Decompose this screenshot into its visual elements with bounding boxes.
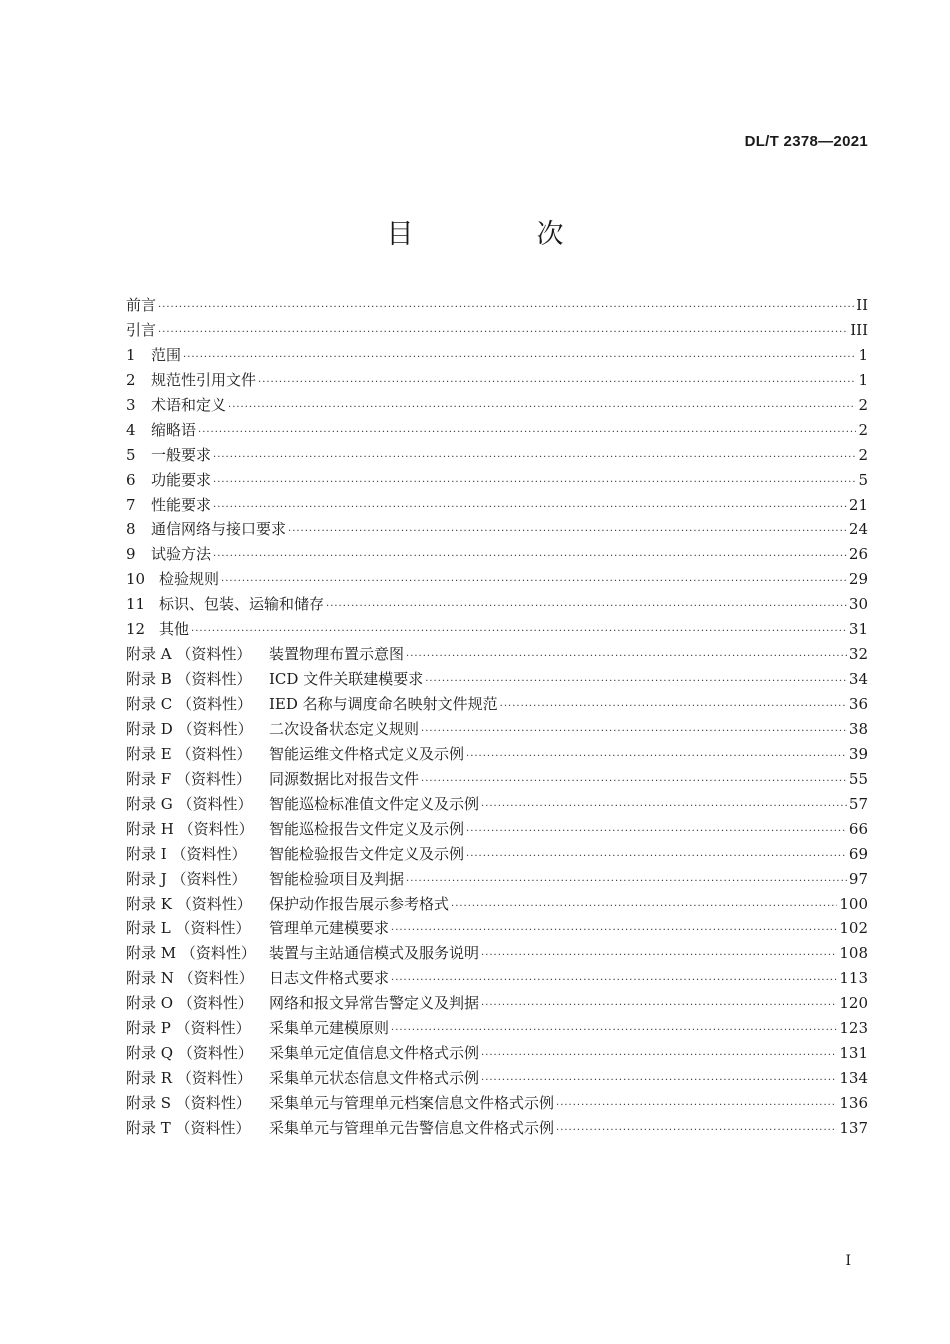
toc-entry[interactable] xyxy=(126,667,868,692)
toc-entry-number: 附录 T （资料性） xyxy=(126,1118,251,1137)
toc-dot-leader xyxy=(481,795,847,820)
toc-entry-number: 附录 M （资料性） xyxy=(126,944,256,963)
toc-dot-leader xyxy=(258,371,856,396)
toc-dot-leader xyxy=(466,745,847,770)
toc-entry-label: 前言 xyxy=(126,296,157,314)
toc-entry-label: 智能巡检报告文件定义及示例 xyxy=(269,819,465,838)
toc-entry-number: 附录 C （资料性） xyxy=(126,695,253,713)
toc-entry[interactable] xyxy=(126,493,868,518)
toc-entry[interactable] xyxy=(126,443,868,468)
toc-entry[interactable] xyxy=(126,692,868,717)
toc-entry-page: 97 xyxy=(848,869,868,888)
toc-entry-number: 附录 R （资料性） xyxy=(126,1069,252,1088)
toc-entry-label: 采集单元状态信息文件格式示例 xyxy=(269,1069,480,1088)
toc-entry-page: 66 xyxy=(848,819,868,838)
toc-dot-leader xyxy=(326,595,847,620)
toc-entry-label: 检验规则 xyxy=(159,570,220,589)
toc-entry-number: 附录 F （资料性） xyxy=(126,769,251,788)
toc-entry[interactable] xyxy=(126,293,868,318)
toc-entry-page: III xyxy=(850,320,868,339)
toc-dot-leader xyxy=(213,496,847,521)
toc-entry[interactable] xyxy=(126,517,868,542)
toc-dot-leader xyxy=(500,695,847,720)
toc-entry-number: 附录 B （资料性） xyxy=(126,670,252,689)
toc-entry-label: 二次设备状态定义规则 xyxy=(269,719,420,738)
toc-dot-leader xyxy=(406,870,847,895)
toc-entry-label: 管理单元建模要求 xyxy=(269,919,390,938)
toc-entry-number: 6 xyxy=(126,470,136,489)
toc-entry-label: 规范性引用文件 xyxy=(151,370,257,389)
toc-entry-number: 附录 O （资料性） xyxy=(126,994,253,1013)
toc-entry-number: 附录 Q （资料性） xyxy=(126,1044,253,1063)
toc-entry-label: ICD 文件关联建模要求 xyxy=(269,670,424,689)
toc-entry-label: 采集单元与管理单元告警信息文件格式示例 xyxy=(269,1118,555,1137)
toc-entry-label: 范围 xyxy=(151,345,182,364)
toc-entry-label: 智能巡检标准值文件定义及示例 xyxy=(269,794,480,813)
toc-entry-number: 8 xyxy=(126,520,136,539)
toc-entry[interactable] xyxy=(126,343,868,368)
toc-entry[interactable] xyxy=(126,742,868,767)
toc-entry-page: 26 xyxy=(848,545,868,564)
toc-dot-leader xyxy=(406,645,847,670)
toc-entry-number: 附录 I （资料性） xyxy=(126,844,247,863)
toc-entry-label: 采集单元建模原则 xyxy=(269,1019,390,1038)
toc-entry-page: 131 xyxy=(839,1044,868,1063)
toc-entry[interactable] xyxy=(126,792,868,817)
toc-dot-leader xyxy=(183,346,856,371)
toc-entry-number: 2 xyxy=(126,370,136,389)
toc-dot-leader xyxy=(481,944,837,969)
toc-entry-label: 试验方法 xyxy=(151,545,212,564)
page-number: I xyxy=(845,1253,851,1269)
toc-entry[interactable] xyxy=(126,991,868,1016)
toc-entry-number: 附录 J （资料性） xyxy=(126,869,247,888)
toc-entry-page: II xyxy=(856,296,868,314)
toc-entry[interactable] xyxy=(126,892,868,917)
toc-entry[interactable] xyxy=(126,817,868,842)
toc-entry-page: 36 xyxy=(848,695,868,713)
toc-entry-page: 69 xyxy=(848,844,868,863)
toc-entry-page: 102 xyxy=(839,919,868,938)
toc-entry-page: 1 xyxy=(858,345,868,364)
toc-entry-page: 2 xyxy=(858,445,868,464)
toc-dot-leader xyxy=(421,720,847,745)
toc-entry-label: 缩略语 xyxy=(151,420,197,439)
toc-dot-leader xyxy=(213,446,856,471)
toc-entry[interactable] xyxy=(126,368,868,393)
toc-dot-leader xyxy=(228,396,856,421)
toc-dot-leader xyxy=(481,1044,837,1069)
toc-entry-label: 其他 xyxy=(159,620,190,639)
toc-entry-number: 附录 N （资料性） xyxy=(126,969,254,988)
toc-entry-label: 术语和定义 xyxy=(151,395,227,414)
toc-entry-page: 108 xyxy=(839,944,868,963)
toc-entry[interactable] xyxy=(126,1116,868,1141)
toc-entry-label: 功能要求 xyxy=(151,470,212,489)
toc-entry[interactable] xyxy=(126,867,868,892)
toc-dot-leader xyxy=(213,545,847,570)
toc-entry-number: 7 xyxy=(126,495,136,514)
toc-entry-number: 附录 L （资料性） xyxy=(126,919,251,938)
toc-entry[interactable] xyxy=(126,916,868,941)
toc-dot-leader xyxy=(556,1119,837,1144)
toc-entry[interactable] xyxy=(126,318,868,343)
toc-entry[interactable] xyxy=(126,418,868,443)
toc-entry-number: 附录 P （资料性） xyxy=(126,1019,251,1038)
toc-entry[interactable] xyxy=(126,567,868,592)
toc-entry-label: 智能运维文件格式定义及示例 xyxy=(269,744,465,763)
toc-entry-number: 11 xyxy=(126,595,146,614)
toc-entry-page: 136 xyxy=(839,1094,868,1112)
toc-dot-leader xyxy=(288,520,847,545)
toc-entry-page: 31 xyxy=(848,620,868,639)
toc-dot-leader xyxy=(198,421,856,446)
toc-entry-number: 12 xyxy=(126,620,146,639)
toc-entry-page: 120 xyxy=(839,994,868,1013)
page-title: 目 次 xyxy=(386,219,612,250)
toc-entry-page: 39 xyxy=(848,744,868,763)
toc-entry-label: 同源数据比对报告文件 xyxy=(269,769,420,788)
toc-entry[interactable] xyxy=(126,1091,868,1116)
toc-dot-leader xyxy=(466,820,847,845)
toc-entry[interactable] xyxy=(126,592,868,617)
toc-entry[interactable] xyxy=(126,1066,868,1091)
toc-dot-leader xyxy=(421,770,847,795)
toc-entry[interactable] xyxy=(126,393,868,418)
toc-entry-number: 附录 K （资料性） xyxy=(126,894,252,913)
toc-entry-page: 123 xyxy=(839,1019,868,1038)
toc-entry-page: 30 xyxy=(848,595,868,614)
toc-entry-label: IED 名称与调度命名映射文件规范 xyxy=(269,695,498,713)
toc-entry-number: 3 xyxy=(126,395,136,414)
toc-entry-page: 137 xyxy=(839,1118,868,1137)
toc-dot-leader xyxy=(213,471,856,496)
toc-entry-page: 38 xyxy=(848,719,868,738)
toc-entry-label: 智能检验项目及判据 xyxy=(269,869,405,888)
toc-entry[interactable] xyxy=(126,966,868,991)
toc-entry[interactable] xyxy=(126,468,868,493)
toc-entry[interactable] xyxy=(126,642,868,667)
toc-entry-number: 5 xyxy=(126,445,136,464)
toc-entry-page: 134 xyxy=(839,1069,868,1088)
toc-dot-leader xyxy=(466,845,847,870)
toc-entry-label: 智能检验报告文件定义及示例 xyxy=(269,844,465,863)
toc-entry-page: 2 xyxy=(858,420,868,439)
toc-entry-number: 4 xyxy=(126,420,136,439)
toc-entry[interactable] xyxy=(126,941,868,966)
standard-code: DL/T 2378—2021 xyxy=(744,133,868,150)
toc-entry-label: 装置物理布置示意图 xyxy=(269,645,405,664)
toc-dot-leader xyxy=(451,895,837,920)
toc-entry-number: 附录 A （资料性） xyxy=(126,645,252,664)
toc-entry-page: 113 xyxy=(839,969,868,988)
toc-entry-page: 100 xyxy=(839,894,868,913)
toc-entry-page: 32 xyxy=(848,645,868,664)
toc-entry-label: 保护动作报告展示参考格式 xyxy=(269,894,450,913)
toc-entry-page: 24 xyxy=(848,520,868,539)
toc-entry-page: 21 xyxy=(848,495,868,514)
toc-entry[interactable] xyxy=(126,617,868,642)
toc-entry-number: 附录 D （资料性） xyxy=(126,719,253,738)
toc-entry[interactable] xyxy=(126,767,868,792)
toc-entry-number: 1 xyxy=(126,345,136,364)
toc-entry[interactable] xyxy=(126,542,868,567)
toc-entry[interactable] xyxy=(126,1041,868,1066)
toc-entry-page: 1 xyxy=(858,370,868,389)
toc-entry[interactable] xyxy=(126,1016,868,1041)
toc-entry-number: 附录 E （资料性） xyxy=(126,744,252,763)
toc-dot-leader xyxy=(158,321,848,346)
toc-entry-label: 标识、包装、运输和储存 xyxy=(159,595,325,614)
toc-entry-label: 网络和报文异常告警定义及判据 xyxy=(269,994,480,1013)
toc-entry-page: 57 xyxy=(848,794,868,813)
toc-entry-number: 附录 S （资料性） xyxy=(126,1094,251,1112)
toc-entry-label: 采集单元与管理单元档案信息文件格式示例 xyxy=(269,1094,555,1112)
toc-entry-label: 一般要求 xyxy=(151,445,212,464)
toc-entry-label: 通信网络与接口要求 xyxy=(151,520,287,539)
toc-dot-leader xyxy=(481,994,837,1019)
toc-entry-label: 性能要求 xyxy=(151,495,212,514)
toc-entry-number: 附录 G （资料性） xyxy=(126,794,253,813)
toc-entry[interactable] xyxy=(126,842,868,867)
toc-entry-number: 附录 H （资料性） xyxy=(126,819,254,838)
toc-dot-leader xyxy=(556,1094,837,1119)
toc-entry-label: 装置与主站通信模式及服务说明 xyxy=(269,944,480,963)
toc-entry-label: 日志文件格式要求 xyxy=(269,969,390,988)
toc-entry[interactable] xyxy=(126,717,868,742)
toc-entry-number: 10 xyxy=(126,570,146,589)
toc-entry-label: 引言 xyxy=(126,320,157,339)
toc-entry-page: 29 xyxy=(848,570,868,589)
toc-entry-page: 5 xyxy=(858,470,868,489)
toc-entry-label: 采集单元定值信息文件格式示例 xyxy=(269,1044,480,1063)
toc-dot-leader xyxy=(158,296,854,321)
toc-entry-page: 34 xyxy=(848,670,868,689)
toc-entry-page: 2 xyxy=(858,395,868,414)
toc-entry-page: 55 xyxy=(848,769,868,788)
table-of-contents xyxy=(126,293,868,1141)
toc-entry-number: 9 xyxy=(126,545,136,564)
